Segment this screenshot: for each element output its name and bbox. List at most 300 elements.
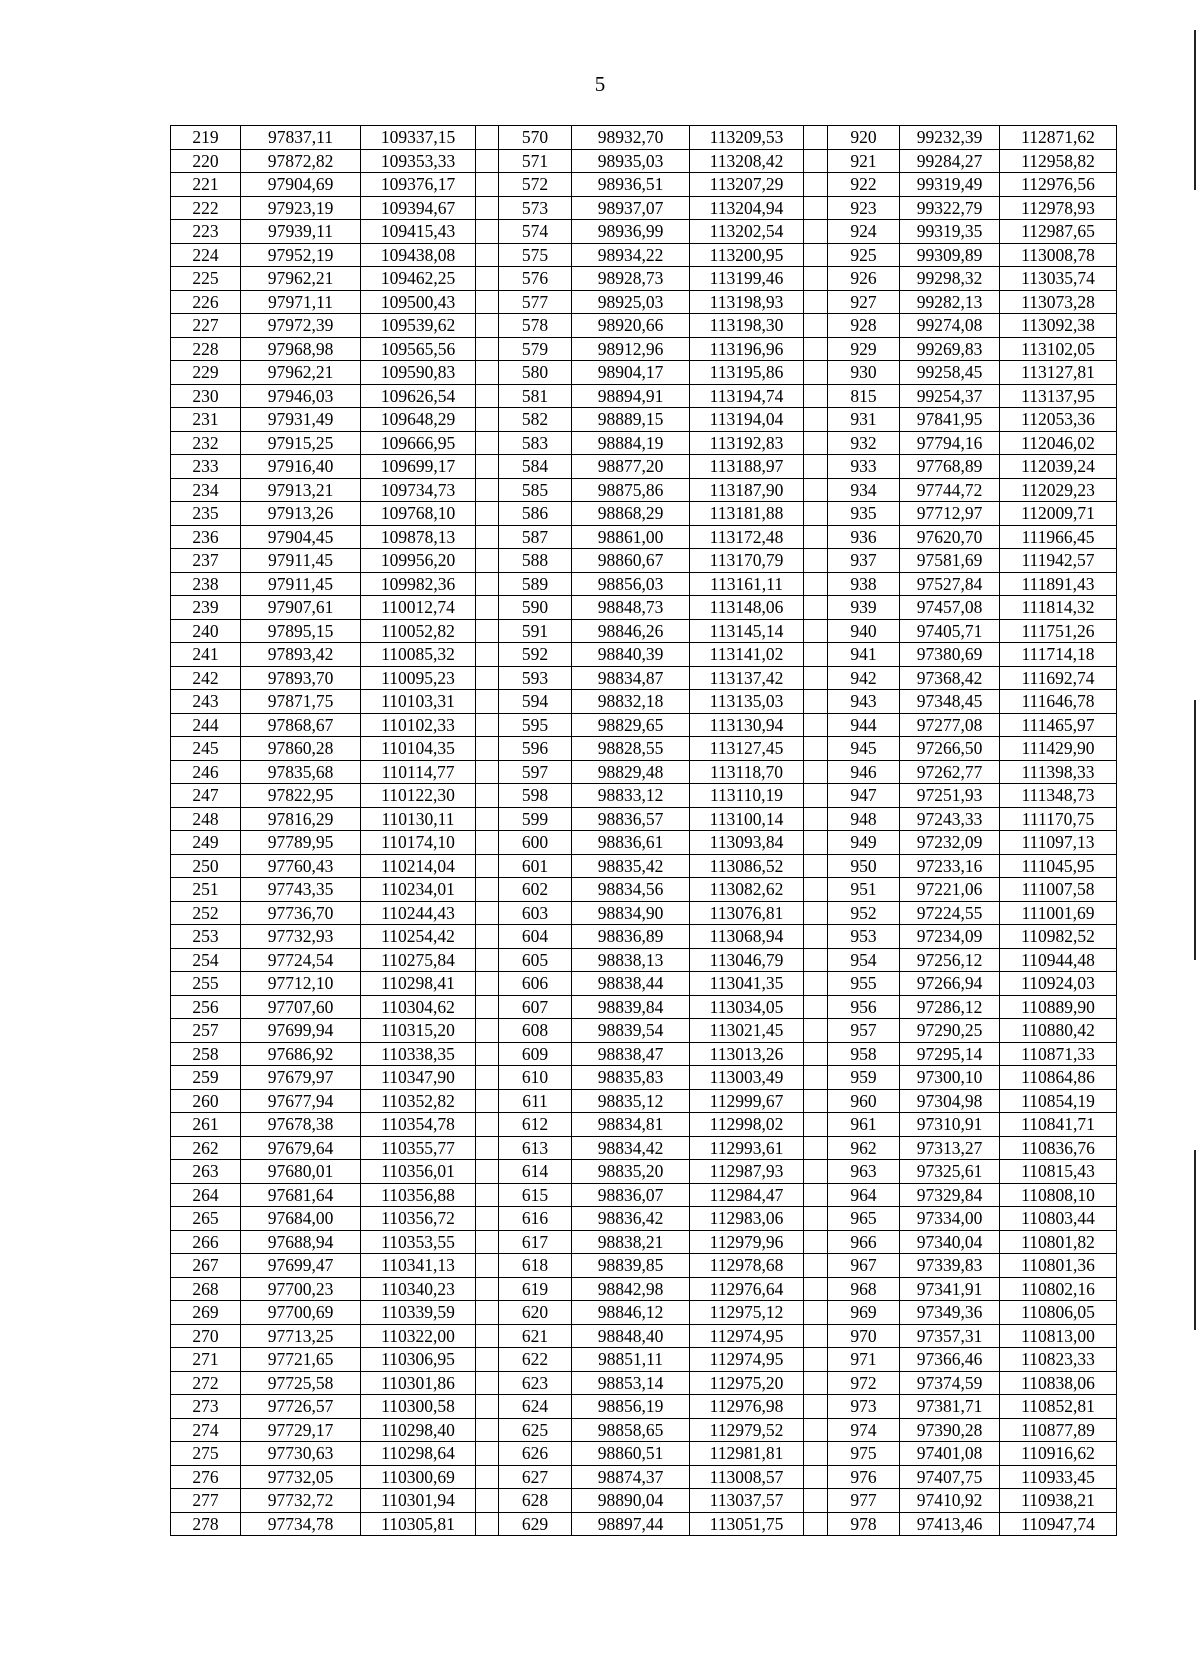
column-gap xyxy=(804,267,828,291)
y-coordinate-cell-block-2: 112974,95 xyxy=(690,1348,804,1372)
x-coordinate-cell-block-3: 97744,72 xyxy=(900,478,1000,502)
column-gap xyxy=(804,1277,828,1301)
x-coordinate-cell-block-3: 97413,46 xyxy=(900,1512,1000,1536)
point-number-cell-block-2: 578 xyxy=(499,314,572,338)
point-number-cell-block-1: 265 xyxy=(171,1207,241,1231)
column-gap xyxy=(804,126,828,150)
y-coordinate-cell-block-2: 112984,47 xyxy=(690,1183,804,1207)
point-number-cell-block-3: 922 xyxy=(828,173,900,197)
table-row xyxy=(171,666,1117,690)
column-gap xyxy=(804,290,828,314)
table-row xyxy=(171,1371,1117,1395)
x-coordinate-cell-block-1: 97732,72 xyxy=(241,1489,361,1513)
x-coordinate-cell-block-2: 98839,84 xyxy=(572,995,690,1019)
y-coordinate-cell-block-3: 112978,93 xyxy=(1000,196,1117,220)
x-coordinate-cell-block-2: 98840,39 xyxy=(572,643,690,667)
x-coordinate-cell-block-1: 97680,01 xyxy=(241,1160,361,1184)
point-number-cell-block-3: 967 xyxy=(828,1254,900,1278)
point-number-cell-block-1: 256 xyxy=(171,995,241,1019)
x-coordinate-cell-block-2: 98868,29 xyxy=(572,502,690,526)
y-coordinate-cell-block-2: 112987,93 xyxy=(690,1160,804,1184)
x-coordinate-cell-block-3: 97295,14 xyxy=(900,1042,1000,1066)
y-coordinate-cell-block-3: 111429,90 xyxy=(1000,737,1117,761)
x-coordinate-cell-block-2: 98884,19 xyxy=(572,431,690,455)
point-number-cell-block-2: 625 xyxy=(499,1418,572,1442)
point-number-cell-block-3: 928 xyxy=(828,314,900,338)
y-coordinate-cell-block-3: 110877,89 xyxy=(1000,1418,1117,1442)
coordinates-table xyxy=(170,125,1117,1536)
y-coordinate-cell-block-3: 112029,23 xyxy=(1000,478,1117,502)
point-number-cell-block-3: 970 xyxy=(828,1324,900,1348)
column-gap xyxy=(804,1160,828,1184)
column-gap xyxy=(476,1301,499,1325)
point-number-cell-block-2: 619 xyxy=(499,1277,572,1301)
point-number-cell-block-1: 262 xyxy=(171,1136,241,1160)
column-gap xyxy=(476,361,499,385)
column-gap xyxy=(804,173,828,197)
table-row xyxy=(171,1324,1117,1348)
table-row xyxy=(171,1348,1117,1372)
x-coordinate-cell-block-2: 98894,91 xyxy=(572,384,690,408)
x-coordinate-cell-block-1: 97713,25 xyxy=(241,1324,361,1348)
y-coordinate-cell-block-3: 110889,90 xyxy=(1000,995,1117,1019)
x-coordinate-cell-block-2: 98835,20 xyxy=(572,1160,690,1184)
point-number-cell-block-1: 261 xyxy=(171,1113,241,1137)
point-number-cell-block-1: 253 xyxy=(171,925,241,949)
y-coordinate-cell-block-2: 113008,57 xyxy=(690,1465,804,1489)
x-coordinate-cell-block-1: 97725,58 xyxy=(241,1371,361,1395)
table-row xyxy=(171,1418,1117,1442)
y-coordinate-cell-block-2: 113209,53 xyxy=(690,126,804,150)
point-number-cell-block-3: 939 xyxy=(828,596,900,620)
column-gap xyxy=(476,549,499,573)
column-gap xyxy=(804,948,828,972)
point-number-cell-block-1: 243 xyxy=(171,690,241,714)
x-coordinate-cell-block-1: 97907,61 xyxy=(241,596,361,620)
column-gap xyxy=(804,1019,828,1043)
x-coordinate-cell-block-2: 98846,12 xyxy=(572,1301,690,1325)
x-coordinate-cell-block-1: 97913,26 xyxy=(241,502,361,526)
point-number-cell-block-3: 972 xyxy=(828,1371,900,1395)
x-coordinate-cell-block-3: 97340,04 xyxy=(900,1230,1000,1254)
point-number-cell-block-3: 923 xyxy=(828,196,900,220)
column-gap xyxy=(476,1207,499,1231)
point-number-cell-block-3: 931 xyxy=(828,408,900,432)
column-gap xyxy=(476,1160,499,1184)
table-row xyxy=(171,995,1117,1019)
y-coordinate-cell-block-1: 110102,33 xyxy=(361,713,476,737)
y-coordinate-cell-block-2: 112974,95 xyxy=(690,1324,804,1348)
x-coordinate-cell-block-3: 99298,32 xyxy=(900,267,1000,291)
point-number-cell-block-3: 959 xyxy=(828,1066,900,1090)
y-coordinate-cell-block-1: 109500,43 xyxy=(361,290,476,314)
column-gap xyxy=(804,854,828,878)
point-number-cell-block-2: 598 xyxy=(499,784,572,808)
column-gap xyxy=(804,1230,828,1254)
x-coordinate-cell-block-1: 97699,94 xyxy=(241,1019,361,1043)
x-coordinate-cell-block-3: 97277,08 xyxy=(900,713,1000,737)
table-row xyxy=(171,925,1117,949)
table-row xyxy=(171,807,1117,831)
point-number-cell-block-3: 940 xyxy=(828,619,900,643)
x-coordinate-cell-block-2: 98877,20 xyxy=(572,455,690,479)
x-coordinate-cell-block-1: 97816,29 xyxy=(241,807,361,831)
column-gap xyxy=(476,1230,499,1254)
column-gap xyxy=(804,901,828,925)
x-coordinate-cell-block-3: 99282,13 xyxy=(900,290,1000,314)
y-coordinate-cell-block-2: 113046,79 xyxy=(690,948,804,972)
point-number-cell-block-1: 267 xyxy=(171,1254,241,1278)
x-coordinate-cell-block-2: 98833,12 xyxy=(572,784,690,808)
y-coordinate-cell-block-2: 113127,45 xyxy=(690,737,804,761)
y-coordinate-cell-block-3: 112987,65 xyxy=(1000,220,1117,244)
y-coordinate-cell-block-2: 112998,02 xyxy=(690,1113,804,1137)
x-coordinate-cell-block-2: 98935,03 xyxy=(572,149,690,173)
point-number-cell-block-3: 815 xyxy=(828,384,900,408)
x-coordinate-cell-block-2: 98928,73 xyxy=(572,267,690,291)
y-coordinate-cell-block-1: 109878,13 xyxy=(361,525,476,549)
y-coordinate-cell-block-2: 112979,52 xyxy=(690,1418,804,1442)
point-number-cell-block-2: 623 xyxy=(499,1371,572,1395)
column-gap xyxy=(476,1465,499,1489)
x-coordinate-cell-block-3: 99269,83 xyxy=(900,337,1000,361)
y-coordinate-cell-block-3: 111646,78 xyxy=(1000,690,1117,714)
point-number-cell-block-2: 607 xyxy=(499,995,572,1019)
table-row xyxy=(171,1160,1117,1184)
table-row xyxy=(171,126,1117,150)
y-coordinate-cell-block-2: 113202,54 xyxy=(690,220,804,244)
point-number-cell-block-1: 274 xyxy=(171,1418,241,1442)
x-coordinate-cell-block-1: 97952,19 xyxy=(241,243,361,267)
y-coordinate-cell-block-2: 113187,90 xyxy=(690,478,804,502)
x-coordinate-cell-block-2: 98834,56 xyxy=(572,878,690,902)
column-gap xyxy=(476,1183,499,1207)
page-number: 5 xyxy=(594,72,606,96)
x-coordinate-cell-block-2: 98838,44 xyxy=(572,972,690,996)
x-coordinate-cell-block-2: 98860,51 xyxy=(572,1442,690,1466)
x-coordinate-cell-block-1: 97893,70 xyxy=(241,666,361,690)
table-row xyxy=(171,267,1117,291)
point-number-cell-block-3: 953 xyxy=(828,925,900,949)
y-coordinate-cell-block-2: 113198,93 xyxy=(690,290,804,314)
x-coordinate-cell-block-1: 97684,00 xyxy=(241,1207,361,1231)
point-number-cell-block-2: 596 xyxy=(499,737,572,761)
x-coordinate-cell-block-1: 97707,60 xyxy=(241,995,361,1019)
point-number-cell-block-1: 242 xyxy=(171,666,241,690)
x-coordinate-cell-block-3: 97374,59 xyxy=(900,1371,1000,1395)
y-coordinate-cell-block-3: 111097,13 xyxy=(1000,831,1117,855)
x-coordinate-cell-block-1: 97700,23 xyxy=(241,1277,361,1301)
point-number-cell-block-3: 971 xyxy=(828,1348,900,1372)
column-gap xyxy=(804,807,828,831)
x-coordinate-cell-block-3: 97256,12 xyxy=(900,948,1000,972)
point-number-cell-block-1: 248 xyxy=(171,807,241,831)
table-row xyxy=(171,643,1117,667)
x-coordinate-cell-block-3: 97334,00 xyxy=(900,1207,1000,1231)
y-coordinate-cell-block-1: 110304,62 xyxy=(361,995,476,1019)
y-coordinate-cell-block-3: 113127,81 xyxy=(1000,361,1117,385)
x-coordinate-cell-block-3: 97349,36 xyxy=(900,1301,1000,1325)
column-gap xyxy=(804,690,828,714)
point-number-cell-block-3: 934 xyxy=(828,478,900,502)
point-number-cell-block-2: 606 xyxy=(499,972,572,996)
x-coordinate-cell-block-1: 97923,19 xyxy=(241,196,361,220)
column-gap xyxy=(804,596,828,620)
x-coordinate-cell-block-1: 97712,10 xyxy=(241,972,361,996)
y-coordinate-cell-block-2: 113021,45 xyxy=(690,1019,804,1043)
table-row xyxy=(171,1183,1117,1207)
y-coordinate-cell-block-3: 113008,78 xyxy=(1000,243,1117,267)
column-gap xyxy=(476,995,499,1019)
x-coordinate-cell-block-2: 98839,85 xyxy=(572,1254,690,1278)
point-number-cell-block-3: 976 xyxy=(828,1465,900,1489)
x-coordinate-cell-block-3: 97339,83 xyxy=(900,1254,1000,1278)
point-number-cell-block-2: 613 xyxy=(499,1136,572,1160)
table-row xyxy=(171,1512,1117,1536)
point-number-cell-block-3: 950 xyxy=(828,854,900,878)
column-gap xyxy=(804,549,828,573)
column-gap xyxy=(476,572,499,596)
x-coordinate-cell-block-2: 98834,87 xyxy=(572,666,690,690)
y-coordinate-cell-block-1: 110322,00 xyxy=(361,1324,476,1348)
x-coordinate-cell-block-1: 97972,39 xyxy=(241,314,361,338)
point-number-cell-block-2: 624 xyxy=(499,1395,572,1419)
column-gap xyxy=(804,502,828,526)
y-coordinate-cell-block-2: 113068,94 xyxy=(690,925,804,949)
x-coordinate-cell-block-1: 97699,47 xyxy=(241,1254,361,1278)
y-coordinate-cell-block-2: 113041,35 xyxy=(690,972,804,996)
x-coordinate-cell-block-2: 98848,73 xyxy=(572,596,690,620)
x-coordinate-cell-block-1: 97724,54 xyxy=(241,948,361,972)
x-coordinate-cell-block-2: 98835,42 xyxy=(572,854,690,878)
x-coordinate-cell-block-2: 98842,98 xyxy=(572,1277,690,1301)
y-coordinate-cell-block-1: 110301,94 xyxy=(361,1489,476,1513)
x-coordinate-cell-block-1: 97915,25 xyxy=(241,431,361,455)
point-number-cell-block-1: 236 xyxy=(171,525,241,549)
table-row xyxy=(171,1066,1117,1090)
x-coordinate-cell-block-1: 97939,11 xyxy=(241,220,361,244)
x-coordinate-cell-block-3: 97381,71 xyxy=(900,1395,1000,1419)
x-coordinate-cell-block-1: 97895,15 xyxy=(241,619,361,643)
x-coordinate-cell-block-2: 98848,40 xyxy=(572,1324,690,1348)
point-number-cell-block-2: 597 xyxy=(499,760,572,784)
point-number-cell-block-2: 608 xyxy=(499,1019,572,1043)
y-coordinate-cell-block-3: 110813,00 xyxy=(1000,1324,1117,1348)
point-number-cell-block-2: 580 xyxy=(499,361,572,385)
column-gap xyxy=(476,1254,499,1278)
column-gap xyxy=(804,384,828,408)
x-coordinate-cell-block-2: 98834,90 xyxy=(572,901,690,925)
column-gap xyxy=(804,972,828,996)
y-coordinate-cell-block-1: 110104,35 xyxy=(361,737,476,761)
x-coordinate-cell-block-3: 97712,97 xyxy=(900,502,1000,526)
point-number-cell-block-2: 609 xyxy=(499,1042,572,1066)
x-coordinate-cell-block-2: 98897,44 xyxy=(572,1512,690,1536)
y-coordinate-cell-block-1: 110300,69 xyxy=(361,1465,476,1489)
column-gap xyxy=(476,713,499,737)
y-coordinate-cell-block-2: 113199,46 xyxy=(690,267,804,291)
y-coordinate-cell-block-1: 110353,55 xyxy=(361,1230,476,1254)
y-coordinate-cell-block-1: 109666,95 xyxy=(361,431,476,455)
table-row xyxy=(171,220,1117,244)
table-row xyxy=(171,173,1117,197)
y-coordinate-cell-block-1: 110122,30 xyxy=(361,784,476,808)
y-coordinate-cell-block-3: 111007,58 xyxy=(1000,878,1117,902)
y-coordinate-cell-block-1: 110012,74 xyxy=(361,596,476,620)
point-number-cell-block-2: 603 xyxy=(499,901,572,925)
column-gap xyxy=(476,1348,499,1372)
x-coordinate-cell-block-2: 98904,17 xyxy=(572,361,690,385)
table-row xyxy=(171,1207,1117,1231)
x-coordinate-cell-block-2: 98836,57 xyxy=(572,807,690,831)
point-number-cell-block-2: 592 xyxy=(499,643,572,667)
y-coordinate-cell-block-1: 110103,31 xyxy=(361,690,476,714)
point-number-cell-block-2: 612 xyxy=(499,1113,572,1137)
y-coordinate-cell-block-1: 109590,83 xyxy=(361,361,476,385)
coordinates-table-body xyxy=(171,126,1117,1536)
y-coordinate-cell-block-1: 109438,08 xyxy=(361,243,476,267)
x-coordinate-cell-block-3: 97266,94 xyxy=(900,972,1000,996)
x-coordinate-cell-block-3: 97221,06 xyxy=(900,878,1000,902)
y-coordinate-cell-block-3: 110916,62 xyxy=(1000,1442,1117,1466)
point-number-cell-block-1: 225 xyxy=(171,267,241,291)
column-gap xyxy=(476,619,499,643)
scan-edge-mark-bottom xyxy=(1194,1150,1196,1330)
point-number-cell-block-2: 594 xyxy=(499,690,572,714)
point-number-cell-block-2: 588 xyxy=(499,549,572,573)
column-gap xyxy=(476,1324,499,1348)
x-coordinate-cell-block-1: 97822,95 xyxy=(241,784,361,808)
x-coordinate-cell-block-2: 98836,61 xyxy=(572,831,690,855)
column-gap xyxy=(476,384,499,408)
point-number-cell-block-1: 230 xyxy=(171,384,241,408)
column-gap xyxy=(476,1395,499,1419)
column-gap xyxy=(476,972,499,996)
y-coordinate-cell-block-3: 112053,36 xyxy=(1000,408,1117,432)
point-number-cell-block-3: 949 xyxy=(828,831,900,855)
x-coordinate-cell-block-1: 97971,11 xyxy=(241,290,361,314)
column-gap xyxy=(804,643,828,667)
point-number-cell-block-1: 239 xyxy=(171,596,241,620)
y-coordinate-cell-block-3: 110801,36 xyxy=(1000,1254,1117,1278)
column-gap xyxy=(476,431,499,455)
x-coordinate-cell-block-3: 97368,42 xyxy=(900,666,1000,690)
point-number-cell-block-3: 921 xyxy=(828,149,900,173)
table-row xyxy=(171,1254,1117,1278)
table-row xyxy=(171,1019,1117,1043)
column-gap xyxy=(804,737,828,761)
x-coordinate-cell-block-3: 97794,16 xyxy=(900,431,1000,455)
point-number-cell-block-3: 958 xyxy=(828,1042,900,1066)
point-number-cell-block-3: 942 xyxy=(828,666,900,690)
point-number-cell-block-3: 941 xyxy=(828,643,900,667)
y-coordinate-cell-block-2: 113192,83 xyxy=(690,431,804,455)
point-number-cell-block-2: 600 xyxy=(499,831,572,855)
point-number-cell-block-2: 585 xyxy=(499,478,572,502)
x-coordinate-cell-block-2: 98851,11 xyxy=(572,1348,690,1372)
point-number-cell-block-1: 276 xyxy=(171,1465,241,1489)
column-gap xyxy=(804,1418,828,1442)
table-row xyxy=(171,314,1117,338)
x-coordinate-cell-block-2: 98835,83 xyxy=(572,1066,690,1090)
point-number-cell-block-2: 591 xyxy=(499,619,572,643)
y-coordinate-cell-block-3: 111814,32 xyxy=(1000,596,1117,620)
y-coordinate-cell-block-3: 111001,69 xyxy=(1000,901,1117,925)
scan-edge-mark-top xyxy=(1194,30,1196,190)
x-coordinate-cell-block-3: 97380,69 xyxy=(900,643,1000,667)
x-coordinate-cell-block-2: 98858,65 xyxy=(572,1418,690,1442)
y-coordinate-cell-block-2: 112976,98 xyxy=(690,1395,804,1419)
point-number-cell-block-1: 238 xyxy=(171,572,241,596)
y-coordinate-cell-block-2: 113093,84 xyxy=(690,831,804,855)
table-row xyxy=(171,1465,1117,1489)
point-number-cell-block-1: 226 xyxy=(171,290,241,314)
y-coordinate-cell-block-3: 112046,02 xyxy=(1000,431,1117,455)
y-coordinate-cell-block-1: 110298,41 xyxy=(361,972,476,996)
x-coordinate-cell-block-2: 98856,19 xyxy=(572,1395,690,1419)
y-coordinate-cell-block-3: 111714,18 xyxy=(1000,643,1117,667)
x-coordinate-cell-block-1: 97872,82 xyxy=(241,149,361,173)
table-row xyxy=(171,290,1117,314)
point-number-cell-block-3: 974 xyxy=(828,1418,900,1442)
column-gap xyxy=(804,666,828,690)
point-number-cell-block-3: 962 xyxy=(828,1136,900,1160)
y-coordinate-cell-block-2: 112975,20 xyxy=(690,1371,804,1395)
x-coordinate-cell-block-2: 98937,07 xyxy=(572,196,690,220)
y-coordinate-cell-block-2: 112999,67 xyxy=(690,1089,804,1113)
column-gap xyxy=(804,1442,828,1466)
y-coordinate-cell-block-3: 110982,52 xyxy=(1000,925,1117,949)
y-coordinate-cell-block-1: 110174,10 xyxy=(361,831,476,855)
table-row xyxy=(171,1042,1117,1066)
x-coordinate-cell-block-3: 97348,45 xyxy=(900,690,1000,714)
y-coordinate-cell-block-1: 109699,17 xyxy=(361,455,476,479)
point-number-cell-block-1: 270 xyxy=(171,1324,241,1348)
column-gap xyxy=(476,807,499,831)
point-number-cell-block-3: 948 xyxy=(828,807,900,831)
point-number-cell-block-1: 252 xyxy=(171,901,241,925)
column-gap xyxy=(804,1348,828,1372)
column-gap xyxy=(804,1089,828,1113)
y-coordinate-cell-block-1: 110275,84 xyxy=(361,948,476,972)
y-coordinate-cell-block-1: 110301,86 xyxy=(361,1371,476,1395)
point-number-cell-block-3: 926 xyxy=(828,267,900,291)
x-coordinate-cell-block-3: 97405,71 xyxy=(900,619,1000,643)
point-number-cell-block-3: 927 xyxy=(828,290,900,314)
column-gap xyxy=(804,572,828,596)
y-coordinate-cell-block-2: 112983,06 xyxy=(690,1207,804,1231)
x-coordinate-cell-block-1: 97721,65 xyxy=(241,1348,361,1372)
point-number-cell-block-3: 973 xyxy=(828,1395,900,1419)
table-row xyxy=(171,1442,1117,1466)
column-gap xyxy=(804,1512,828,1536)
column-gap xyxy=(804,431,828,455)
x-coordinate-cell-block-3: 97304,98 xyxy=(900,1089,1000,1113)
scan-edge-mark-middle xyxy=(1194,700,1196,960)
y-coordinate-cell-block-1: 109626,54 xyxy=(361,384,476,408)
column-gap xyxy=(476,596,499,620)
column-gap xyxy=(804,619,828,643)
point-number-cell-block-1: 250 xyxy=(171,854,241,878)
column-gap xyxy=(804,337,828,361)
point-number-cell-block-2: 571 xyxy=(499,149,572,173)
y-coordinate-cell-block-2: 113118,70 xyxy=(690,760,804,784)
column-gap xyxy=(476,784,499,808)
y-coordinate-cell-block-3: 110933,45 xyxy=(1000,1465,1117,1489)
column-gap xyxy=(804,1371,828,1395)
column-gap xyxy=(476,478,499,502)
point-number-cell-block-1: 258 xyxy=(171,1042,241,1066)
